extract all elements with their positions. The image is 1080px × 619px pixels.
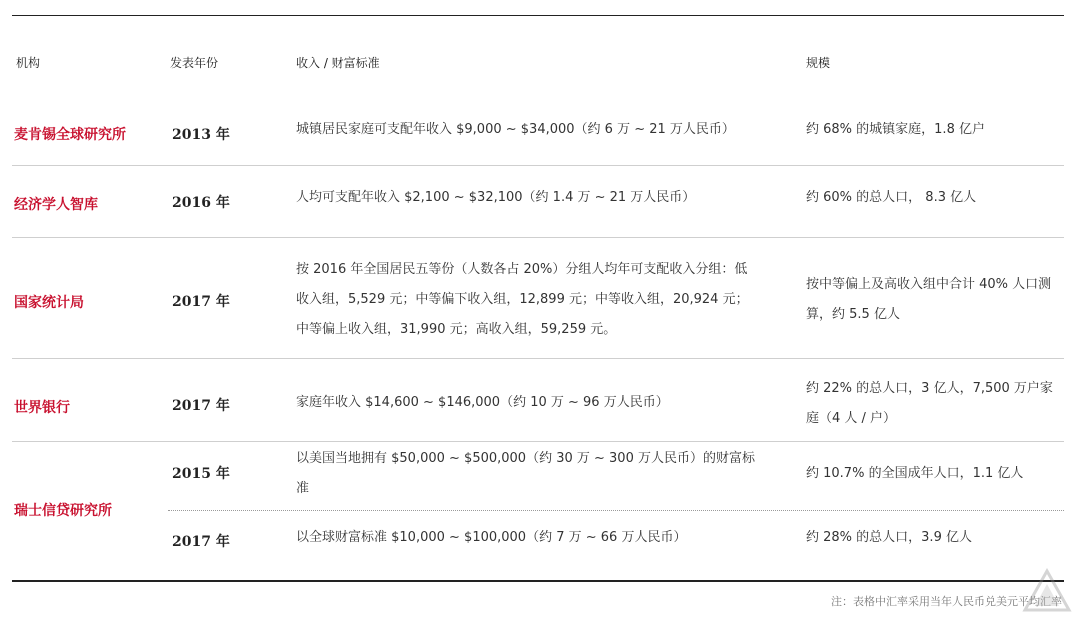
row-separator — [12, 441, 1064, 442]
logo-watermark-icon — [1022, 568, 1072, 614]
scale-value: 约 60% 的总人口， 8.3 亿人 — [806, 190, 977, 205]
income-standard: 按 2016 年全国居民五等份（人数各占 20%）分组人均年可支配收入分组：低收入组，5,529 元；中等偏下收入组，12,899 元；中等收入组，20,924 元；中等偏上收入组，31,990 元；高收入组，59,259 元。 — [296, 262, 749, 337]
scale-value: 按中等偏上及高收入组中合计 40% 人口测算，约 5.5 亿人 — [806, 277, 1052, 322]
row-separator — [12, 165, 1064, 166]
scale-value: 约 28% 的总人口，3.9 亿人 — [806, 530, 972, 545]
row-separator — [12, 237, 1064, 238]
publish-year: 2013 年 — [172, 127, 230, 143]
row-separator — [12, 358, 1064, 359]
income-standard: 以全球财富标准 $10,000 ~ $100,000（约 7 万 ~ 66 万人民币） — [296, 530, 687, 545]
footnote: 注：表格中汇率采用当年人民币兑美元平均汇率 — [831, 595, 1062, 608]
institution-name: 麦肯锡全球研究所 — [14, 127, 126, 143]
scale-value: 约 68% 的城镇家庭，1.8 亿户 — [806, 122, 985, 137]
institution-name: 瑞士信贷研究所 — [14, 503, 112, 519]
institution-name: 国家统计局 — [14, 295, 84, 311]
publish-year: 2017 年 — [172, 534, 230, 550]
publish-year: 2016 年 — [172, 195, 230, 211]
income-standard: 人均可支配年收入 $2,100 ~ $32,100（约 1.4 万 ~ 21 万人民币） — [296, 190, 696, 205]
header-year: 发表年份 — [170, 56, 219, 70]
publish-year: 2017 年 — [172, 294, 230, 310]
header-standard: 收入 / 财富标准 — [296, 56, 380, 70]
scale-value: 约 10.7% 的全国成年人口，1.1 亿人 — [806, 466, 1024, 481]
header-scale: 规模 — [806, 56, 831, 70]
income-standard: 城镇居民家庭可支配年收入 $9,000 ~ $34,000（约 6 万 ~ 21 万人民币） — [296, 122, 735, 137]
scale-value: 约 22% 的总人口，3 亿人，7,500 万户家庭（4 人 / 户） — [806, 381, 1053, 426]
institution-name: 经济学人智库 — [14, 197, 98, 213]
publish-year: 2017 年 — [172, 398, 230, 414]
table-top-rule — [12, 15, 1064, 16]
income-standard: 家庭年收入 $14,600 ~ $146,000（约 10 万 ~ 96 万人民币） — [296, 395, 669, 410]
sub-row-divider — [168, 510, 1064, 511]
income-standard: 以美国当地拥有 $50,000 ~ $500,000（约 30 万 ~ 300 万人民币）的财富标准 — [296, 451, 755, 496]
table-bottom-rule — [12, 580, 1064, 582]
institution-name: 世界银行 — [14, 400, 70, 416]
publish-year: 2015 年 — [172, 466, 230, 482]
header-institution: 机构 — [16, 56, 41, 70]
